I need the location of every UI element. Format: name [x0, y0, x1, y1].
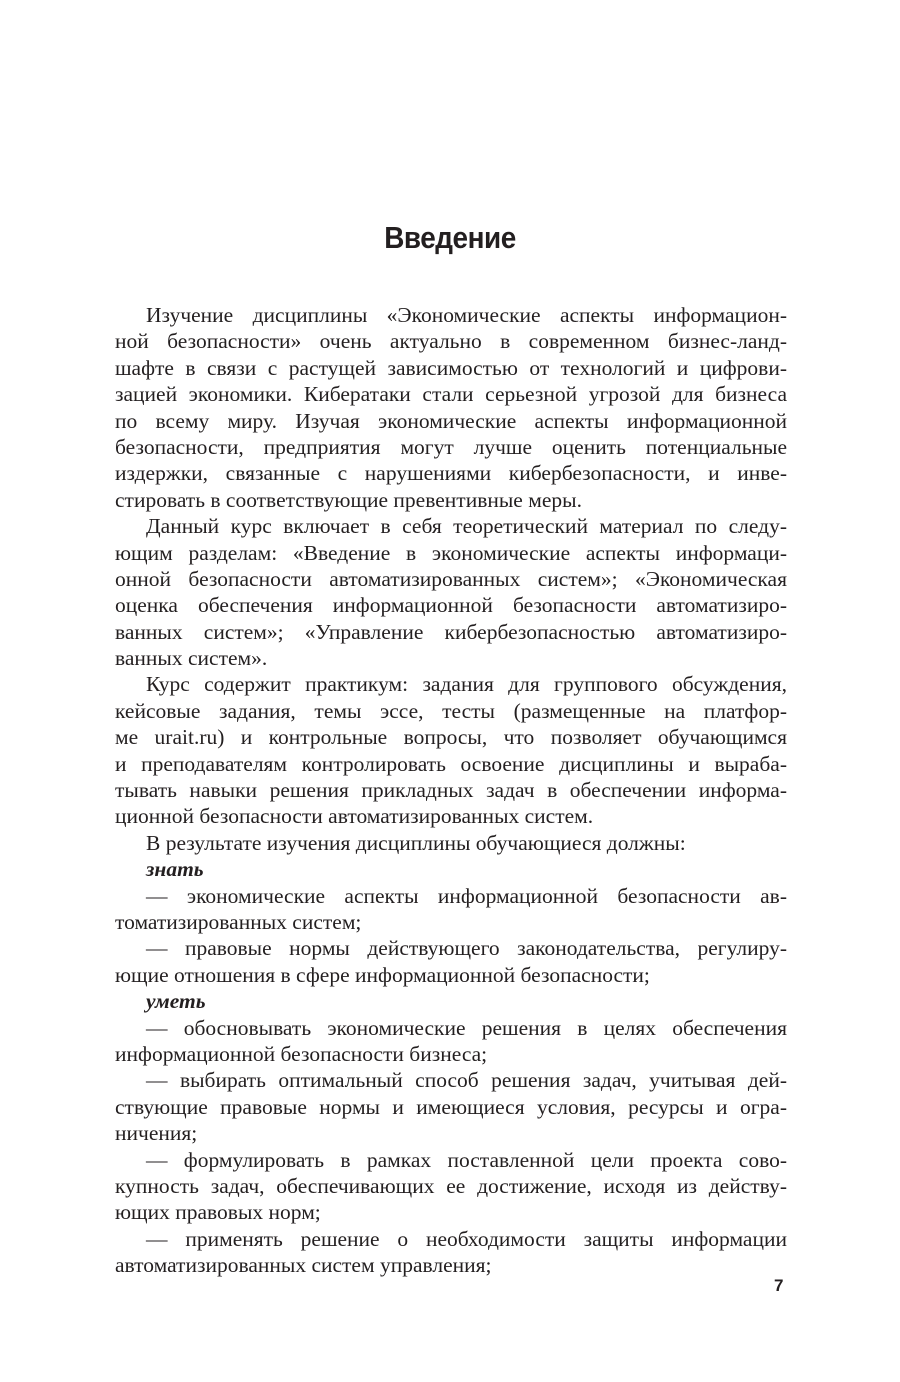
text-line: шафте в связи с растущей зависимостью от технологий и цифрови-	[115, 355, 787, 380]
text-line: Курс содержит практикум: задания для группового обсуждения,	[146, 672, 787, 697]
text-line: ствующие правовые нормы и имеющиеся условия, ресурсы и огра-	[115, 1094, 787, 1119]
text-line: — формулировать в рамках поставленной цели проекта сово-	[146, 1147, 787, 1172]
page-title: Введение	[384, 220, 516, 255]
text-line: — выбирать оптимальный способ решения задач, учитывая дей-	[146, 1068, 787, 1093]
text-line: купность задач, обеспечивающих ее достижение, исходя из действу-	[115, 1173, 787, 1198]
section-label: уметь	[146, 989, 206, 1014]
text-line: Изучение дисциплины «Экономические аспекты информацион-	[146, 303, 787, 327]
text-line: по всему миру. Изучая экономические аспекты информационной	[115, 408, 787, 433]
text-line: ющие отношения в сфере информационной безопасности;	[115, 962, 650, 987]
text-line: ционной безопасности автоматизированных систем.	[115, 804, 594, 829]
body-text	[115, 302, 787, 1278]
text-line: ющих правовых норм;	[115, 1200, 321, 1225]
text-line: кейсовые задания, темы эссе, тесты (размещенные на платфор-	[115, 698, 787, 723]
text-line: ванных систем»; «Управление кибербезопасностью автоматизиро-	[115, 619, 787, 644]
text-line: автоматизированных систем управления;	[115, 1253, 492, 1278]
text-line: — обосновывать экономические решения в целях обеспечения	[146, 1015, 787, 1040]
text-line: ной безопасности» очень актуально в современном бизнес-ланд-	[115, 329, 787, 354]
text-line: ванных систем».	[115, 646, 268, 671]
text-line: Данный курс включает в себя теоретический материал по следу-	[146, 514, 787, 539]
text-line: ме urait.ru) и контрольные вопросы, что позволяет обучающимся	[115, 725, 787, 750]
text-line: — экономические аспекты информационной безопасности ав-	[146, 883, 787, 908]
text-line: — применять решение о необходимости защиты информации	[146, 1226, 787, 1251]
text-line: ющим разделам: «Введение в экономические аспекты информаци-	[115, 540, 787, 565]
text-line: издержки, связанные с нарушениями кибербезопасности, и инве-	[115, 461, 787, 486]
section-label: знать	[146, 857, 204, 882]
text-line: В результате изучения дисциплины обучающиеся должны:	[146, 830, 686, 855]
text-line: томатизированных систем;	[115, 909, 362, 934]
text-line: стировать в соответствующие превентивные меры.	[115, 487, 582, 512]
text-line: — правовые нормы действующего законодательства, регулиру-	[146, 936, 787, 961]
page-number: 7	[774, 1276, 784, 1295]
text-line: и преподавателям контролировать освоение дисциплины и выраба-	[115, 751, 787, 776]
text-line: оценка обеспечения информационной безопасности автоматизиро-	[115, 593, 787, 618]
text-line: онной безопасности автоматизированных систем»; «Экономическая	[115, 566, 787, 591]
text-line: безопасности, предприятия могут лучше оценить потенциальные	[115, 434, 787, 459]
text-line: зацией экономики. Кибератаки стали серьезной угрозой для бизнеса	[115, 382, 787, 407]
text-line: информационной безопасности бизнеса;	[115, 1041, 488, 1066]
text-line: ничения;	[115, 1121, 198, 1146]
text-line: тывать навыки решения прикладных задач в обеспечении информа-	[115, 778, 787, 803]
